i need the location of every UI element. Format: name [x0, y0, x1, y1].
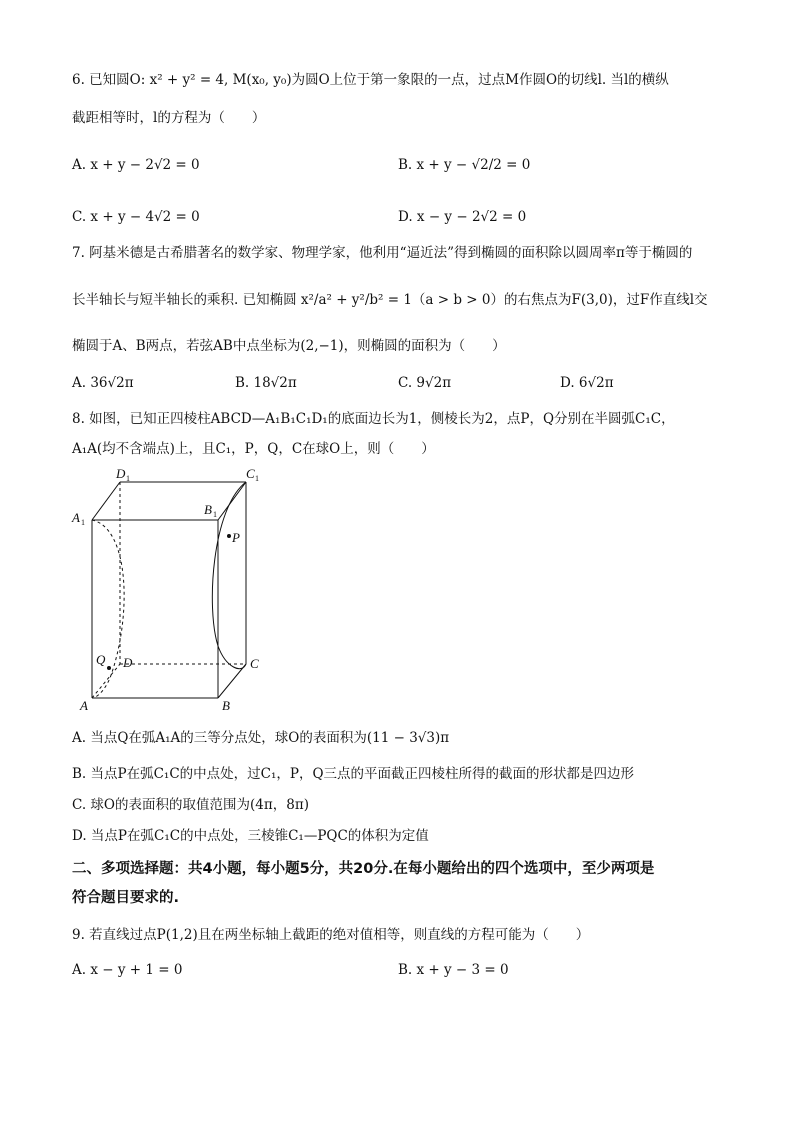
q9-option-a: A. x − y + 1 = 0 — [72, 962, 183, 978]
q6-option-b: B. x + y − √2/2 = 0 — [398, 157, 531, 173]
label-c: C — [250, 656, 259, 671]
label-a1-sub: 1 — [81, 518, 85, 527]
q8-option-a: A. 当点Q在弧A₁A的三等分点处，球O的表面积为(11 − 3√3)π — [72, 730, 450, 746]
label-a1: A — [72, 510, 80, 525]
section2-heading-line1: 二、多项选择题：共4小题，每小题5分，共20分.在每小题给出的四个选项中，至少两项是 — [72, 861, 655, 877]
q8-stem-line1: 8. 如图，已知正四棱柱ABCD—A₁B₁C₁D₁的底面边长为1，侧棱长为2，点P，Q分别在半圆弧C₁C， — [72, 411, 675, 427]
q6-stem-line2: 截距相等时，l的方程为（ ） — [72, 110, 266, 126]
q6-option-d: D. x − y − 2√2 = 0 — [398, 209, 527, 225]
q8-option-d: D. 当点P在弧C₁C的中点处，三棱锥C₁—PQC的体积为定值 — [72, 828, 429, 844]
label-b: B — [222, 698, 230, 713]
label-d: D — [123, 655, 133, 670]
label-c1-sub: 1 — [255, 474, 259, 483]
q7-option-d: D. 6√2π — [560, 375, 614, 391]
q8-option-b: B. 当点P在弧C₁C的中点处，过C₁，P，Q三点的平面截正四棱柱所得的截面的形状都是四边形 — [72, 766, 635, 782]
q7-option-a: A. 36√2π — [72, 375, 134, 391]
q9-stem: 9. 若直线过点P(1,2)且在两坐标轴上截距的绝对值相等，则直线的方程可能为（ ） — [72, 927, 590, 943]
label-b1-sub: 1 — [213, 510, 217, 519]
edge-a1d1 — [92, 482, 120, 520]
label-d1: D — [116, 468, 126, 481]
label-q: Q — [96, 652, 106, 667]
edge-ad-hidden — [92, 664, 120, 698]
edge-bc — [218, 664, 246, 698]
prism-diagram — [70, 468, 280, 713]
q7-option-c: C. 9√2π — [398, 375, 452, 391]
label-d1-sub: 1 — [126, 474, 130, 483]
prism-figure — [70, 468, 280, 717]
q6-option-c: C. x + y − 4√2 = 0 — [72, 209, 200, 225]
edge-b1c1 — [218, 482, 246, 520]
q8-option-c: C. 球O的表面积的取值范围为(4π，8π) — [72, 797, 309, 813]
q9-option-b: B. x + y − 3 = 0 — [398, 962, 509, 978]
q7-option-b: B. 18√2π — [235, 375, 297, 391]
arc-c1c — [212, 482, 246, 669]
q7-stem-line3: 椭圆于A、B两点，若弦AB中点坐标为(2,−1)，则椭圆的面积为（ ） — [72, 338, 506, 354]
label-p: P — [232, 530, 240, 545]
point-q — [107, 666, 111, 670]
label-a: A — [80, 698, 88, 713]
label-b1: B — [204, 502, 212, 517]
label-c1: C — [246, 468, 255, 481]
arc-a1a — [92, 520, 124, 698]
point-p — [227, 534, 231, 538]
q6-option-a: A. x + y − 2√2 = 0 — [72, 157, 200, 173]
q7-stem-line1: 7. 阿基米德是古希腊著名的数学家、物理学家，他利用“逼近法”得到椭圆的面积除以圆周率π等于椭圆的 — [72, 245, 693, 261]
q8-stem-line2: A₁A(均不含端点)上，且C₁，P，Q，C在球O上，则（ ） — [72, 441, 435, 457]
section2-heading-line2: 符合题目要求的. — [72, 890, 180, 906]
q7-stem-line2: 长半轴长与短半轴长的乘积. 已知椭圆 x²/a² + y²/b² = 1（a > b > 0）的右焦点为F(3,0)，过F作直线l交 — [72, 292, 708, 308]
q6-stem-line1: 6. 已知圆O: x² + y² = 4, M(x₀, y₀)为圆O上位于第一象限的一点，过点M作圆O的切线l. 当l的横纵 — [72, 72, 669, 88]
